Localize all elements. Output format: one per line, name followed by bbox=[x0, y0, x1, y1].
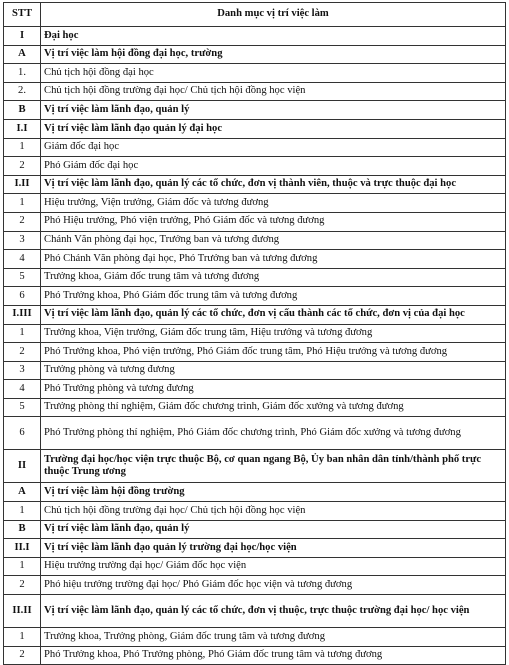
table-row bbox=[4, 502, 506, 521]
section-row bbox=[4, 119, 506, 138]
header-job-position-list: Danh mục vị trí việc làm bbox=[41, 3, 506, 27]
stt-cell: 1 bbox=[4, 324, 41, 343]
stt-cell: 1. bbox=[4, 64, 41, 83]
section-row bbox=[4, 520, 506, 539]
section-row bbox=[4, 305, 506, 324]
position-cell: Phó Giám đốc đại học bbox=[41, 157, 506, 176]
section-row bbox=[4, 101, 506, 120]
stt-cell: I.III bbox=[4, 305, 41, 324]
position-cell: Phó hiệu trưởng trường đại học/ Phó Giám đốc học viện và tương đương bbox=[41, 576, 506, 595]
section-row bbox=[4, 539, 506, 558]
position-cell: Vị trí việc làm lãnh đạo, quản lý bbox=[41, 520, 506, 539]
position-cell: Vị trí việc làm lãnh đạo quản lý đại học bbox=[41, 119, 506, 138]
position-cell: Phó Trưởng khoa, Phó viện trưởng, Phó Giám đốc trung tâm, Phó Hiệu trưởng và tương đương bbox=[41, 343, 506, 362]
table-row bbox=[4, 231, 506, 250]
position-cell: Trường đại học/học viện trực thuộc Bộ, cơ quan ngang Bộ, Ủy ban nhân dân tỉnh/thành phố trực thuộc Trung ương bbox=[41, 450, 506, 483]
stt-cell: 1 bbox=[4, 502, 41, 521]
stt-cell: 1 bbox=[4, 194, 41, 213]
position-cell: Vị trí việc làm lãnh đạo, quản lý các tổ chức, đơn vị thuộc, trực thuộc trường đại học/ học viện bbox=[41, 595, 506, 628]
stt-cell: II bbox=[4, 450, 41, 483]
header-stt: STT bbox=[4, 3, 41, 27]
section-row bbox=[4, 175, 506, 194]
position-cell: Vị trí việc làm lãnh đạo quản lý trường đại học/học viện bbox=[41, 539, 506, 558]
stt-cell: 4 bbox=[4, 250, 41, 269]
table-row bbox=[4, 82, 506, 101]
position-cell: Phó Trưởng khoa, Phó Trưởng phòng, Phó Giám đốc trung tâm và tương đương bbox=[41, 646, 506, 665]
position-cell: Đại học bbox=[41, 27, 506, 46]
job-position-table bbox=[3, 2, 506, 665]
position-cell: Vị trí việc làm lãnh đạo, quản lý các tổ chức, đơn vị cấu thành các tổ chức, đơn vị của đại học bbox=[41, 305, 506, 324]
table-row bbox=[4, 250, 506, 269]
table-row bbox=[4, 324, 506, 343]
stt-cell: I bbox=[4, 27, 41, 46]
stt-cell: 3 bbox=[4, 361, 41, 380]
stt-cell: II.I bbox=[4, 539, 41, 558]
table-row bbox=[4, 212, 506, 231]
section-row bbox=[4, 27, 506, 46]
stt-cell: 3 bbox=[4, 231, 41, 250]
position-cell: Vị trí việc làm lãnh đạo, quản lý các tổ chức, đơn vị thành viên, thuộc và trực thuộc đại học bbox=[41, 175, 506, 194]
position-cell: Hiệu trưởng trường đại học/ Giám đốc học viện bbox=[41, 557, 506, 576]
stt-cell: 5 bbox=[4, 398, 41, 417]
position-cell: Phó Trưởng khoa, Phó Giám đốc trung tâm và tương đương bbox=[41, 287, 506, 306]
position-cell: Trưởng khoa, Viện trưởng, Giám đốc trung tâm, Hiệu trưởng và tương đương bbox=[41, 324, 506, 343]
table-row bbox=[4, 138, 506, 157]
table-row bbox=[4, 64, 506, 83]
stt-cell: 2 bbox=[4, 212, 41, 231]
section-row bbox=[4, 483, 506, 502]
stt-cell: 2 bbox=[4, 646, 41, 665]
position-cell: Vị trí việc làm lãnh đạo, quản lý bbox=[41, 101, 506, 120]
stt-cell: 1 bbox=[4, 628, 41, 647]
position-cell: Phó Hiệu trưởng, Phó viện trưởng, Phó Giám đốc và tương đương bbox=[41, 212, 506, 231]
position-cell: Chủ tịch hội đồng đại học bbox=[41, 64, 506, 83]
stt-cell: II.II bbox=[4, 595, 41, 628]
position-cell: Giám đốc đại học bbox=[41, 138, 506, 157]
table-row bbox=[4, 343, 506, 362]
position-cell: Vị trí việc làm hội đồng trường bbox=[41, 483, 506, 502]
stt-cell: I.II bbox=[4, 175, 41, 194]
table-row bbox=[4, 576, 506, 595]
table-row bbox=[4, 417, 506, 450]
stt-cell: I.I bbox=[4, 119, 41, 138]
table-body bbox=[4, 27, 506, 665]
stt-cell: 4 bbox=[4, 380, 41, 399]
table-row bbox=[4, 628, 506, 647]
position-cell: Trưởng phòng thí nghiệm, Giám đốc chương trình, Giám đốc xưởng và tương đương bbox=[41, 398, 506, 417]
position-cell: Phó Chánh Văn phòng đại học, Phó Trưởng ban và tương đương bbox=[41, 250, 506, 269]
stt-cell: B bbox=[4, 101, 41, 120]
position-cell: Phó Trưởng phòng và tương đương bbox=[41, 380, 506, 399]
stt-cell: B bbox=[4, 520, 41, 539]
table-row bbox=[4, 194, 506, 213]
table-row bbox=[4, 398, 506, 417]
position-cell: Trưởng phòng và tương đương bbox=[41, 361, 506, 380]
section-row bbox=[4, 595, 506, 628]
table-row bbox=[4, 361, 506, 380]
stt-cell: 2 bbox=[4, 343, 41, 362]
stt-cell: 1 bbox=[4, 557, 41, 576]
position-cell: Chánh Văn phòng đại học, Trưởng ban và tương đương bbox=[41, 231, 506, 250]
stt-cell: 2 bbox=[4, 576, 41, 595]
position-cell: Trưởng khoa, Trưởng phòng, Giám đốc trung tâm và tương đương bbox=[41, 628, 506, 647]
stt-cell: A bbox=[4, 483, 41, 502]
position-cell: Hiệu trưởng, Viện trưởng, Giám đốc và tương đương bbox=[41, 194, 506, 213]
table-row bbox=[4, 380, 506, 399]
stt-cell: 6 bbox=[4, 287, 41, 306]
table-header-row bbox=[4, 3, 506, 27]
table-row bbox=[4, 646, 506, 665]
table-row bbox=[4, 287, 506, 306]
stt-cell: 6 bbox=[4, 417, 41, 450]
section-row bbox=[4, 450, 506, 483]
table-row bbox=[4, 268, 506, 287]
position-cell: Phó Trưởng phòng thí nghiệm, Phó Giám đốc chương trình, Phó Giám đốc xưởng và tương đương bbox=[41, 417, 506, 450]
table-row bbox=[4, 157, 506, 176]
stt-cell: A bbox=[4, 45, 41, 64]
stt-cell: 1 bbox=[4, 138, 41, 157]
stt-cell: 5 bbox=[4, 268, 41, 287]
table-row bbox=[4, 557, 506, 576]
stt-cell: 2. bbox=[4, 82, 41, 101]
position-cell: Chủ tịch hội đồng trường đại học/ Chủ tịch hội đồng học viện bbox=[41, 82, 506, 101]
position-cell: Trưởng khoa, Giám đốc trung tâm và tương đương bbox=[41, 268, 506, 287]
position-cell: Chủ tịch hội đồng trường đại học/ Chủ tịch hội đồng học viện bbox=[41, 502, 506, 521]
position-cell: Vị trí việc làm hội đồng đại học, trường bbox=[41, 45, 506, 64]
section-row bbox=[4, 45, 506, 64]
stt-cell: 2 bbox=[4, 157, 41, 176]
